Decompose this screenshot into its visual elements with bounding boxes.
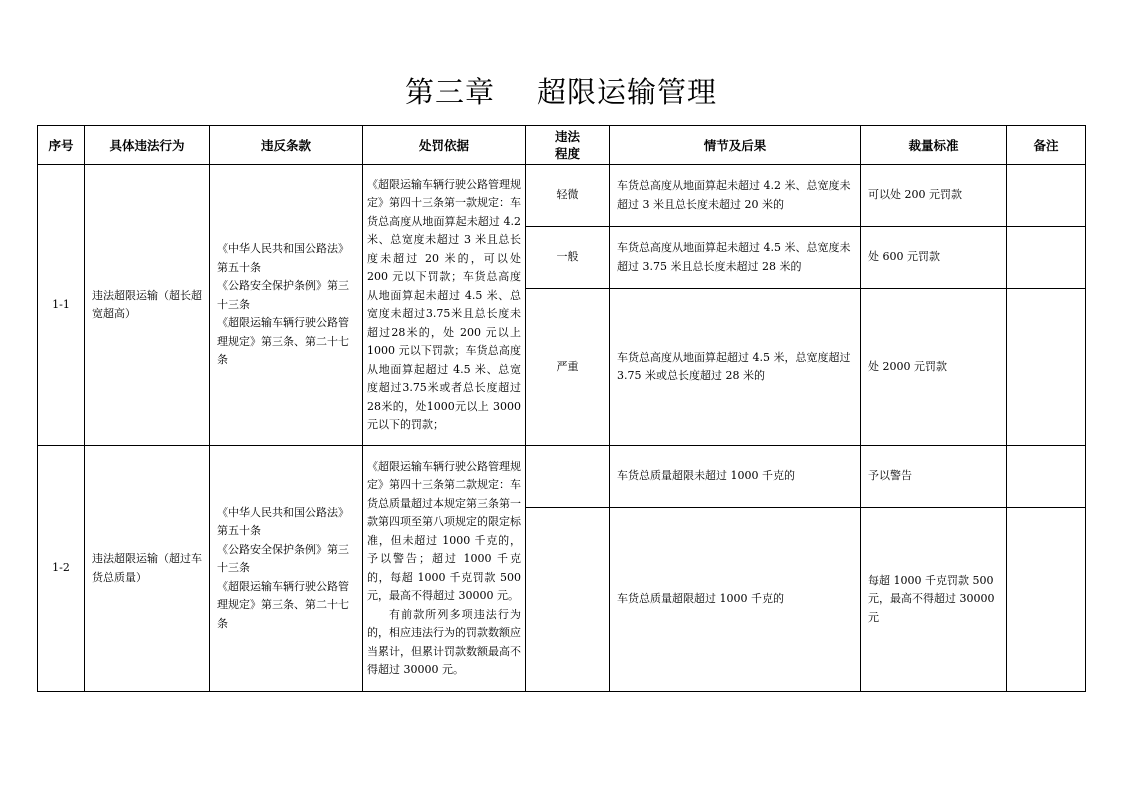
header-note: 备注 [1007,126,1086,165]
row-basis: 《超限运输车辆行驶公路管理规定》第四十三条第一款规定：车货总高度从地面算起未超过 4.2 米、总宽度未超过 3 米且总长度未超过 20 米的，可以处 200 元以下罚款；车货总高度从地面算起未超过 4.5 米、总宽度未超过3.75米且总长度未超过28米的，处 200 元以上 1000 元以下罚款；车货总高度从地面算起超过 4.5 米、总宽度超过3.75米或者总长度超过28米的，处1000元以上 3000元以下的罚款； [363,165,526,446]
row-circumstance: 车货总质量超限未超过 1000 千克的 [610,446,861,508]
row-basis [363,446,526,692]
row-degree: 轻微 [526,165,610,227]
row-number: 1-2 [38,446,85,692]
row-behavior: 违法超限运输（超长超宽超高） [85,165,210,446]
row-note [1007,165,1086,227]
table-row [38,165,1086,227]
header-behavior: 具体违法行为 [85,126,210,165]
row-circumstance: 车货总高度从地面算起未超过 4.5 米、总宽度未超过 3.75 米且总长度未超过 28 米的 [610,227,861,289]
header-clause: 违反条款 [210,126,363,165]
header-degree: 违法 程度 [526,126,610,165]
row-clause: 《中华人民共和国公路法》第五十条 《公路安全保护条例》第三十三条 《超限运输车辆行驶公路管理规定》第三条、第二十七条 [210,446,363,692]
row-standard: 处 2000 元罚款 [861,289,1007,446]
header-basis: 处罚依据 [363,126,526,165]
row-standard: 处 600 元罚款 [861,227,1007,289]
row-degree: 严重 [526,289,610,446]
penalty-table [37,125,1086,692]
row-note [1007,289,1086,446]
basis-paragraph: 《超限运输车辆行驶公路管理规定》第四十三条第二款规定：车货总质量超过本规定第三条第一款第四项至第八项规定的限定标准，但未超过 1000 千克的，予以警告；超过 1000 千克的，每超 1000 千克罚款 500 元，最高不得超过 30000 元。 [367,459,521,602]
header-standard: 裁量标准 [861,126,1007,165]
basis-paragraph: 有前款所列多项违法行为的，相应违法行为的罚款数额应当累计，但累计罚款数额最高不得超过 30000 元。 [367,607,521,676]
row-circumstance: 车货总高度从地面算起超过 4.5 米，总宽度超过 3.75 米或总长度超过 28 米的 [610,289,861,446]
chapter-number: 第三章 [404,75,495,109]
row-standard: 可以处 200 元罚款 [861,165,1007,227]
row-degree: 一般 [526,227,610,289]
table-row [38,446,1086,508]
row-note [1007,446,1086,508]
page-title [0,70,1122,114]
row-standard: 予以警告 [861,446,1007,508]
header-no: 序号 [38,126,85,165]
row-clause: 《中华人民共和国公路法》第五十条 《公路安全保护条例》第三十三条 《超限运输车辆行驶公路管理规定》第三条、第二十七条 [210,165,363,446]
row-circumstance: 车货总高度从地面算起未超过 4.2 米、总宽度未超过 3 米且总长度未超过 20 米的 [610,165,861,227]
row-note [1007,508,1086,692]
chapter-name: 超限运输管理 [537,75,718,109]
row-circumstance: 车货总质量超限超过 1000 千克的 [610,508,861,692]
row-note [1007,227,1086,289]
row-standard: 每超 1000 千克罚款 500 元，最高不得超过 30000 元 [861,508,1007,692]
header-circumstance: 情节及后果 [610,126,861,165]
row-degree [526,446,610,508]
row-number: 1-1 [38,165,85,446]
row-behavior: 违法超限运输（超过车货总质量） [85,446,210,692]
header-row [38,126,1086,165]
row-degree [526,508,610,692]
